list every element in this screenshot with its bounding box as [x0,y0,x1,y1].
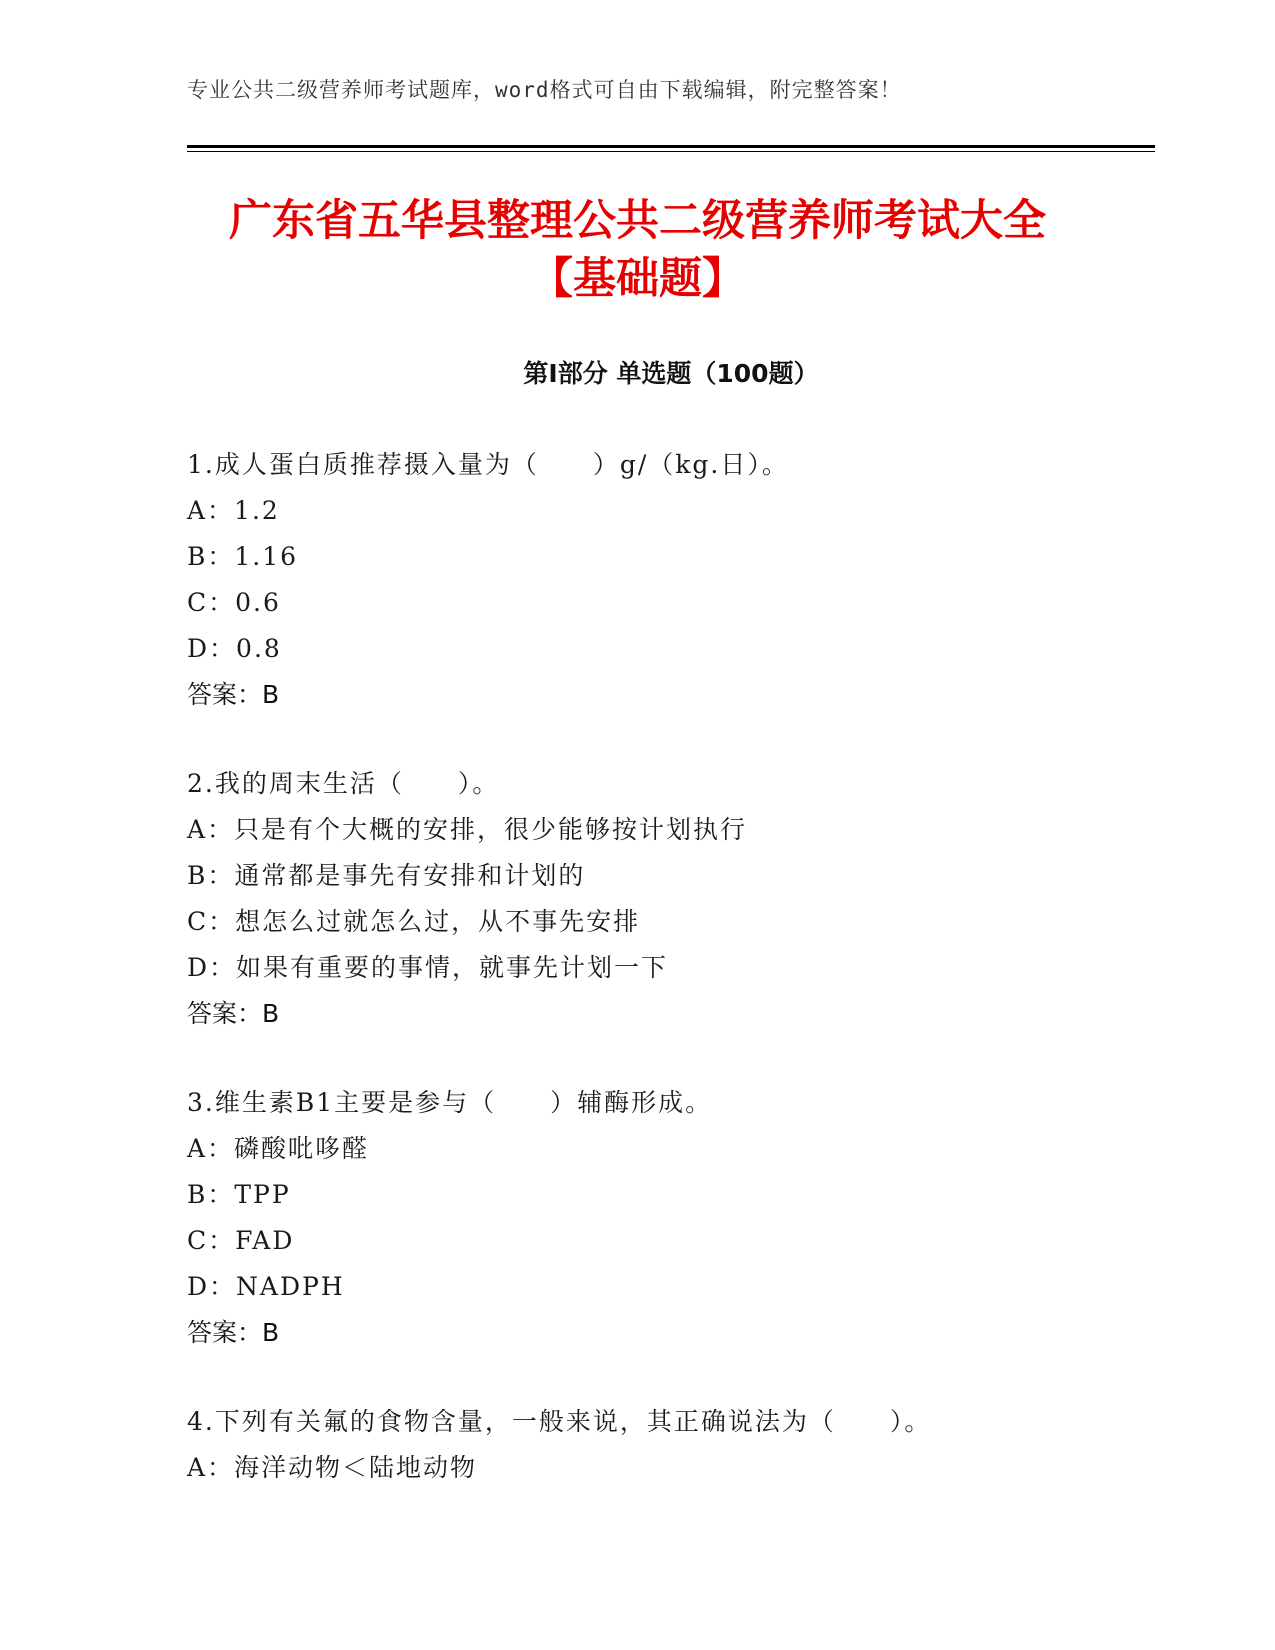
option-a: A：磷酸吡哆醛 [187,1134,370,1163]
question-stem: 2.我的周末生活（ ）。 [187,769,500,798]
answer: 答案：B [187,680,280,709]
question-list [187,442,1155,1534]
header-rule-thick [187,145,1155,148]
question-stem: 3.维生素B1主要是参与（ ）辅酶形成。 [187,1088,713,1117]
option-c: C：想怎么过就怎么过，从不事先安排 [187,907,641,936]
document-title [120,192,1155,308]
answer: 答案：B [187,999,280,1028]
option-c: C：0.6 [187,588,281,617]
question-stem: 1.成人蛋白质推荐摄入量为（ ）g/（kg.日）。 [187,450,789,479]
question-4 [187,1399,1155,1491]
question-stem: 4.下列有关氟的食物含量，一般来说，其正确说法为（ ）。 [187,1407,932,1436]
document-title-line2: 【基础题】 [530,254,745,304]
page-header: 专业公共二级营养师考试题库，word格式可自由下载编辑，附完整答案！ [187,78,902,102]
option-a: A：1.2 [187,496,280,525]
option-a: A：海洋动物＜陆地动物 [187,1453,478,1482]
option-a: A：只是有个大概的安排，很少能够按计划执行 [187,815,748,844]
section-heading: 第Ⅰ部分 单选题（100题） [523,359,819,388]
option-d: D：NADPH [187,1272,345,1301]
option-b: B：通常都是事先有安排和计划的 [187,861,586,890]
question-1 [187,442,1155,718]
option-d: D：如果有重要的事情，就事先计划一下 [187,953,669,982]
answer: 答案：B [187,1318,280,1347]
header-rule-thin [187,151,1155,152]
option-b: B：TPP [187,1180,291,1209]
option-c: C：FAD [187,1226,295,1255]
option-d: D：0.8 [187,634,282,663]
question-3 [187,1080,1155,1356]
question-2 [187,761,1155,1037]
option-b: B：1.16 [187,542,299,571]
document-title-line1: 广东省五华县整理公共二级营养师考试大全 [229,196,1046,246]
